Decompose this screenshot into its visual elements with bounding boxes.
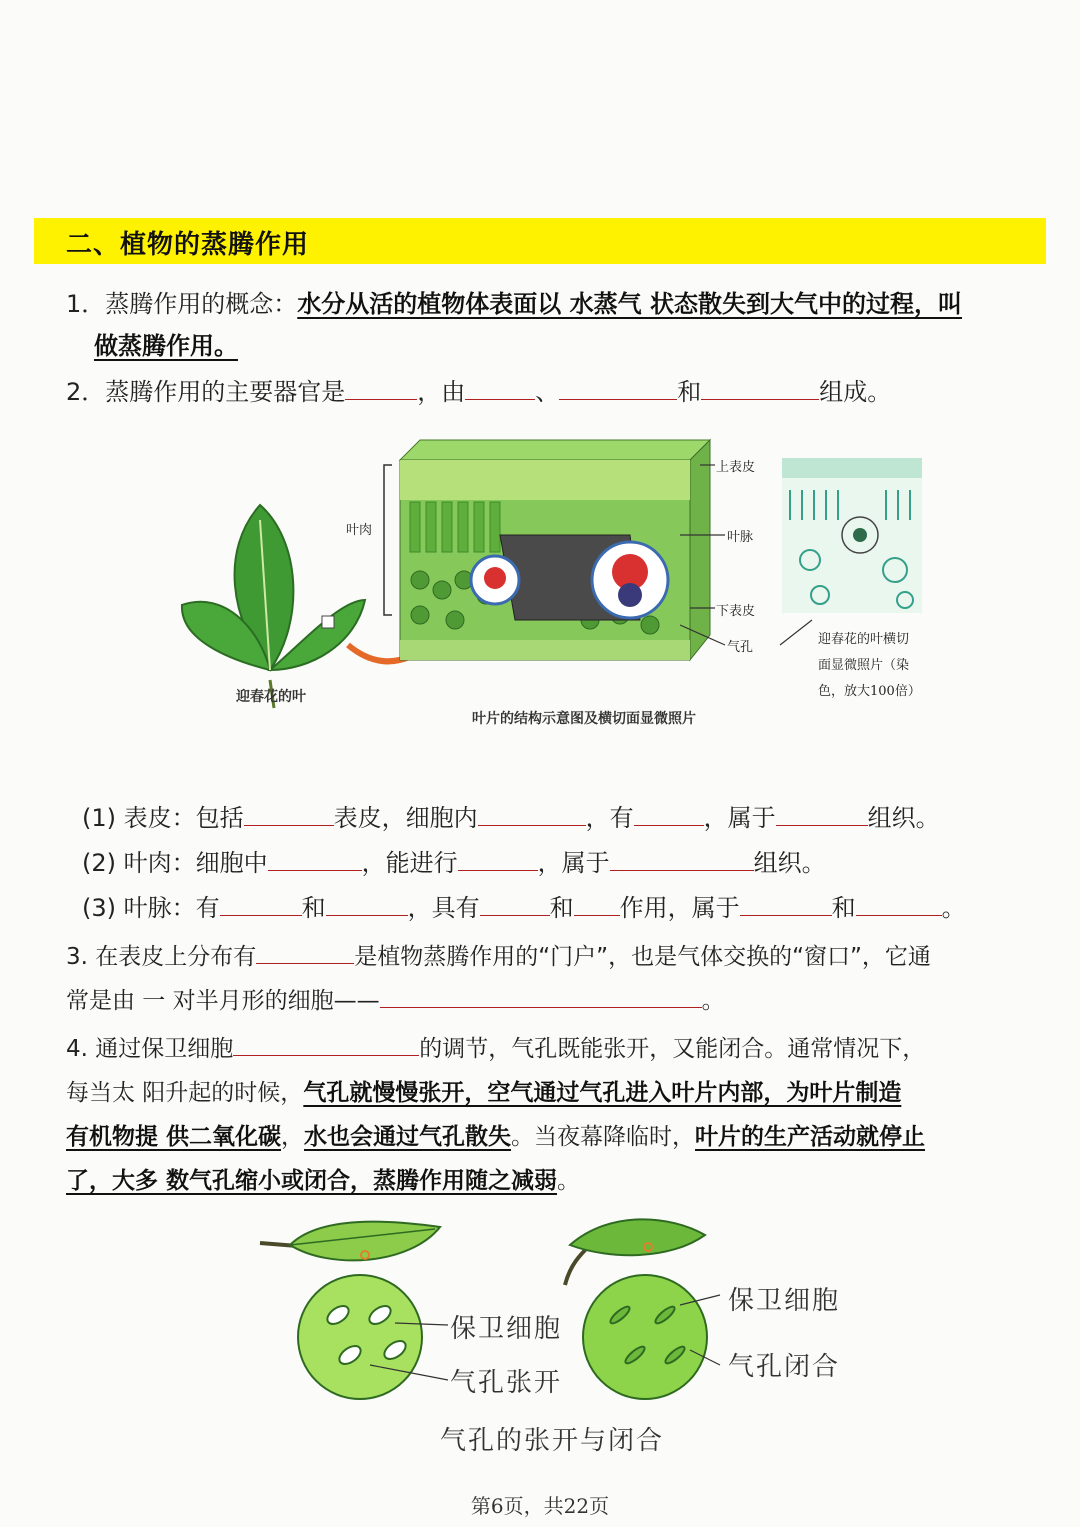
blank[interactable] bbox=[478, 803, 586, 826]
q3-text-a: 3. 在表皮上分布有 bbox=[66, 944, 257, 970]
sub-q3-text-f: 和 bbox=[831, 894, 856, 922]
label-stoma-open: 气孔张开 bbox=[450, 1368, 563, 1398]
blank[interactable] bbox=[740, 893, 832, 916]
sub-q1-text-e: 组织。 bbox=[867, 804, 940, 832]
micrograph-caption-line2: 面显微照片（染 bbox=[818, 658, 910, 673]
label-upper-epidermis: 上表皮 bbox=[716, 460, 756, 475]
blank[interactable] bbox=[856, 893, 942, 916]
sub-q3-text-g: 。 bbox=[941, 894, 966, 922]
sub-q3-text-e: 作用，属于 bbox=[619, 894, 740, 922]
figure1-caption: 叶片的结构示意图及横切面显微照片 bbox=[472, 711, 696, 727]
blank[interactable] bbox=[233, 1033, 419, 1056]
q4-text-f: 。 bbox=[557, 1168, 581, 1194]
q4-answer-2: 有机物提 供二氧化碳 bbox=[66, 1124, 282, 1150]
q4-line2 bbox=[66, 1074, 901, 1107]
blank[interactable] bbox=[345, 377, 417, 400]
sub-q1-text-b: 表皮，细胞内 bbox=[333, 804, 478, 832]
micrograph-caption-line1: 迎春花的叶横切 bbox=[818, 632, 910, 647]
sub-q1 bbox=[82, 798, 940, 833]
sub-q1-text-a: (1) 表皮：包括 bbox=[82, 804, 244, 832]
q4-line1 bbox=[66, 1030, 925, 1063]
label-guard-cell-left: 保卫细胞 bbox=[450, 1314, 563, 1344]
leaf-caption: 迎春花的叶 bbox=[236, 689, 306, 705]
q1-line1 bbox=[66, 284, 962, 319]
q4-answer-5: 了，大多 数气孔缩小或闭合，蒸腾作用随之减弱 bbox=[66, 1168, 558, 1194]
q1-definition-part2: 做蒸腾作用。 bbox=[94, 332, 238, 360]
q2-text-e: 组成。 bbox=[819, 378, 892, 406]
sub-q2-text-b: ，能进行 bbox=[361, 849, 458, 877]
sub-q3-text-c: ，具有 bbox=[407, 894, 480, 922]
label-lower-epidermis: 下表皮 bbox=[716, 604, 756, 619]
q4-text-c: 每当太 阳升起的时候， bbox=[66, 1080, 304, 1106]
sub-q3-text-a: (3) 叶脉：有 bbox=[82, 894, 220, 922]
sub-q2-text-d: 组织。 bbox=[753, 849, 826, 877]
blank[interactable] bbox=[458, 848, 538, 871]
q3-text-c: 常是由 一 对半月形的细胞—— bbox=[66, 988, 380, 1014]
blank[interactable] bbox=[634, 803, 704, 826]
blank[interactable] bbox=[559, 377, 677, 400]
blank[interactable] bbox=[701, 377, 819, 400]
blank[interactable] bbox=[268, 848, 362, 871]
blank[interactable] bbox=[574, 893, 620, 916]
blank[interactable] bbox=[244, 803, 334, 826]
leaf-open-illustration bbox=[260, 1222, 440, 1261]
blank[interactable] bbox=[480, 893, 550, 916]
q1-definition-part1: 水分从活的植物体表面以 水蒸气 状态散失到大气中的过程，叫 bbox=[297, 290, 962, 318]
leaf-block-diagram bbox=[400, 440, 710, 660]
page-number: 第6页，共22页 bbox=[470, 1494, 610, 1518]
label-mesophyll: 叶肉 bbox=[346, 523, 373, 538]
q4-text-e: 。当夜幕降临时， bbox=[511, 1124, 696, 1150]
leaf-micrograph bbox=[782, 458, 922, 613]
q3-text-d: 。 bbox=[701, 988, 725, 1014]
blank[interactable] bbox=[465, 377, 535, 400]
q1-prefix: 1．蒸腾作用的概念： bbox=[66, 290, 298, 318]
label-stoma-closed: 气孔闭合 bbox=[728, 1352, 841, 1382]
sub-q1-text-d: ，属于 bbox=[703, 804, 776, 832]
q2-line bbox=[66, 372, 891, 407]
q4-line3 bbox=[66, 1118, 925, 1151]
q1-line2 bbox=[94, 326, 238, 361]
jasmine-leaf-illustration bbox=[182, 505, 365, 708]
sub-q3-text-d: 和 bbox=[549, 894, 574, 922]
q3-line1 bbox=[66, 938, 931, 971]
sub-q2-text-c: ，属于 bbox=[537, 849, 610, 877]
q2-text-c: 、 bbox=[535, 378, 560, 406]
blank[interactable] bbox=[256, 941, 354, 964]
blank[interactable] bbox=[220, 893, 302, 916]
stoma-open-magnified bbox=[298, 1275, 422, 1399]
micrograph-caption-line3: 色，放大100倍） bbox=[818, 684, 921, 699]
stoma-closed-magnified bbox=[583, 1275, 707, 1399]
q2-text-b: ，由 bbox=[417, 378, 466, 406]
label-stoma: 气孔 bbox=[727, 640, 754, 655]
blank[interactable] bbox=[326, 893, 408, 916]
label-vein: 叶脉 bbox=[727, 530, 754, 545]
sub-q2-text-a: (2) 叶肉：细胞中 bbox=[82, 849, 268, 877]
figure2-caption: 气孔的张开与闭合 bbox=[440, 1426, 665, 1456]
q2-text-d: 和 bbox=[677, 378, 702, 406]
blank[interactable] bbox=[610, 848, 754, 871]
blank[interactable] bbox=[776, 803, 868, 826]
q4-text-b: 的调节，气孔既能张开，又能闭合。通常情况下， bbox=[419, 1036, 926, 1062]
q4-text-d: ， bbox=[281, 1124, 305, 1150]
sub-q1-text-c: ，有 bbox=[585, 804, 634, 832]
label-guard-cell-right: 保卫细胞 bbox=[728, 1286, 841, 1316]
q4-line4 bbox=[66, 1162, 580, 1195]
sub-q3 bbox=[82, 888, 966, 923]
sub-q3-text-b: 和 bbox=[301, 894, 326, 922]
q4-answer-3: 水也会通过气孔散失 bbox=[304, 1124, 512, 1150]
blank[interactable] bbox=[380, 985, 702, 1008]
section-title: 二、植物的蒸腾作用 bbox=[66, 230, 310, 260]
q2-text-a: 2．蒸腾作用的主要器官是 bbox=[66, 378, 346, 406]
q3-text-b: 是植物蒸腾作用的“门户”，也是气体交换的“窗口”，它通 bbox=[354, 944, 931, 970]
q4-text-a: 4. 通过保卫细胞 bbox=[66, 1036, 234, 1062]
q3-line2 bbox=[66, 982, 725, 1015]
sub-q2 bbox=[82, 843, 826, 878]
q4-answer-4: 叶片的生产活动就停止 bbox=[695, 1124, 926, 1150]
q4-answer-1: 气孔就慢慢张开，空气通过气孔进入叶片内部，为叶片制造 bbox=[303, 1080, 902, 1106]
